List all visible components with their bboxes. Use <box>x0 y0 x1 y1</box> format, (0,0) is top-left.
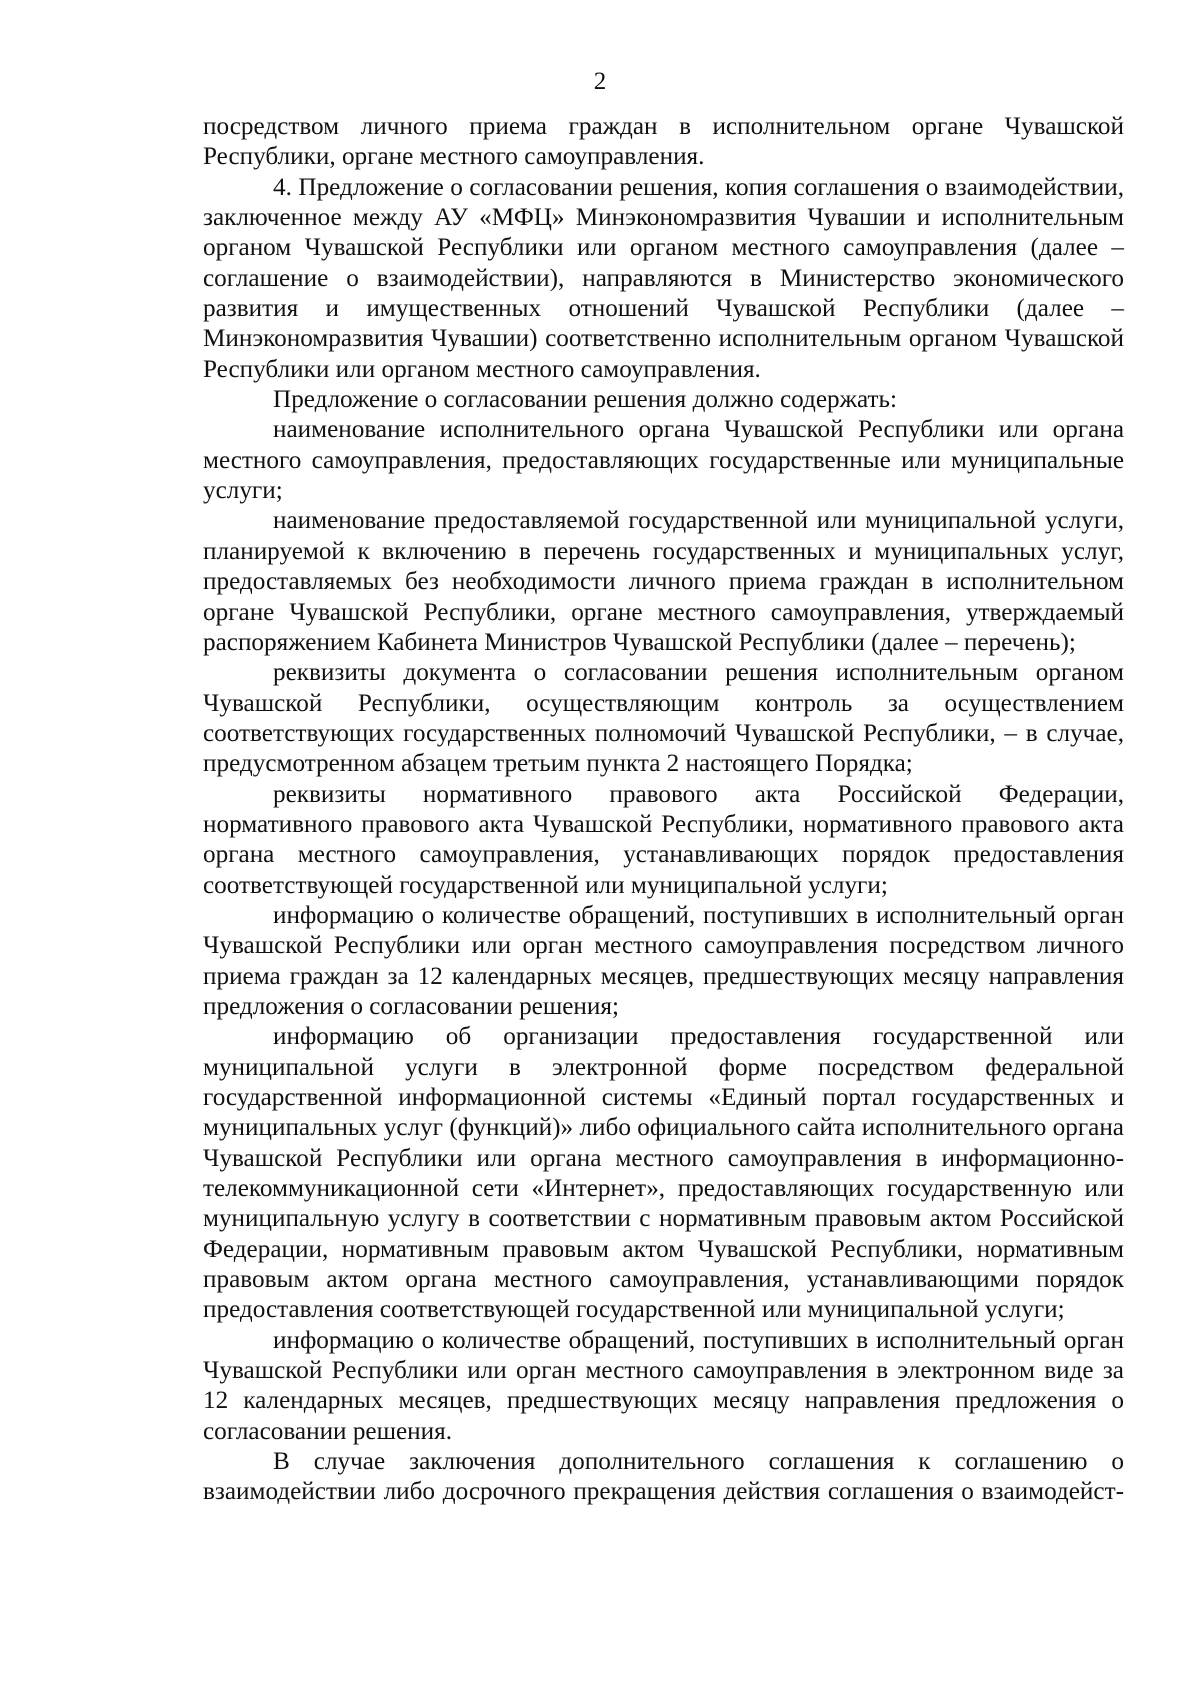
paragraph-additional-agreement: В случае заключения дополнительного соглашения к соглашению о взаимодействии либо досрочного прекращения действия соглашения о взаимодейст- <box>203 1448 1124 1506</box>
paragraph-requirement-service-name: наименование предоставляемой государственной или муниципальной услуги, планируемой к включению в перечень государственных и муниципальных услуг, предоставляемых без необходимости личного приема граждан в исполнительном органе Чувашской Республики, органе местного самоуправления, утверждаемый распоряжением Кабинета Министров Чувашской Республики (далее – перечень); <box>203 507 1124 656</box>
paragraph-requirement-electronic-service-info: информацию об организации предоставления государственной или муниципальной услуги в электронной форме посредством федеральной государственной информационной системы «Единый портал государственных и муниципальных услуг (функций)» либо официального сайта исполнительного органа Чувашской Республики или органа местного самоуправления в информационно-телекоммуникационной сети «Интернет», предоставляющих государственную или муниципальную услугу в соответствии с нормативным правовым актом Российской Федерации, нормативным правовым актом Чувашской Республики, нормативным правовым актом органа местного самоуправления, устанавливающими порядок предоставления соответствующей государственной или муниципальной услуги; <box>203 1023 1124 1324</box>
paragraph-continuation: посредством личного приема граждан в исполнительном органе Чувашской Республики, органе местного самоуправления. <box>203 113 1124 171</box>
paragraph-requirement-electronic-requests: информацию о количестве обращений, поступивших в исполнительный орган Чувашской Республики или орган местного самоуправления в электронном виде за 12 календарных месяцев, предшествующих месяцу направления предложения о согласовании решения. <box>203 1326 1124 1445</box>
page-number: 2 <box>593 68 607 95</box>
paragraph-requirement-approval-details: реквизиты документа о согласовании решения исполнительным органом Чувашской Республики, осуществляющим контроль за осуществлением соответствующих государственных полномочий Чувашской Республики, – в случае, предусмотренном абзацем третьим пункта 2 настоящего Порядка; <box>203 659 1124 778</box>
paragraph-proposal-content-intro: Предложение о согласовании решения должно содержать: <box>273 386 898 414</box>
paragraph-requirement-inperson-requests: информацию о количестве обращений, поступивших в исполнительный орган Чувашской Республики или орган местного самоуправления посредством личного приема граждан за 12 календарных месяцев, предшествующих месяцу направления предложения о согласовании решения; <box>203 901 1124 1020</box>
paragraph-item-4: 4. Предложение о согласовании решения, копия соглашения о взаимодействии, заключенное между АУ «МФЦ» Минэкономразвития Чувашии и исполнительным органом Чувашской Республики или органом местного самоуправления (далее – соглашение о взаимодействии), направляются в Министерство экономического развития и имущественных отношений Чувашской Республики (далее – Минэкономразвития Чувашии) соответственно исполнительным органом Чувашской Республики или органом местного самоуправления. <box>203 173 1124 383</box>
paragraph-requirement-legal-act-details: реквизиты нормативного правового акта Российской Федерации, нормативного правового акта Чувашской Республики, нормативного правового акта органа местного самоуправления, устанавливающих порядок предоставления соответствующей государственной или муниципальной услуги; <box>203 780 1124 899</box>
paragraph-requirement-body-name: наименование исполнительного органа Чувашской Республики или органа местного самоуправления, предоставляющих государственные или муниципальные услуги; <box>203 416 1124 505</box>
document-body <box>203 112 1124 1508</box>
